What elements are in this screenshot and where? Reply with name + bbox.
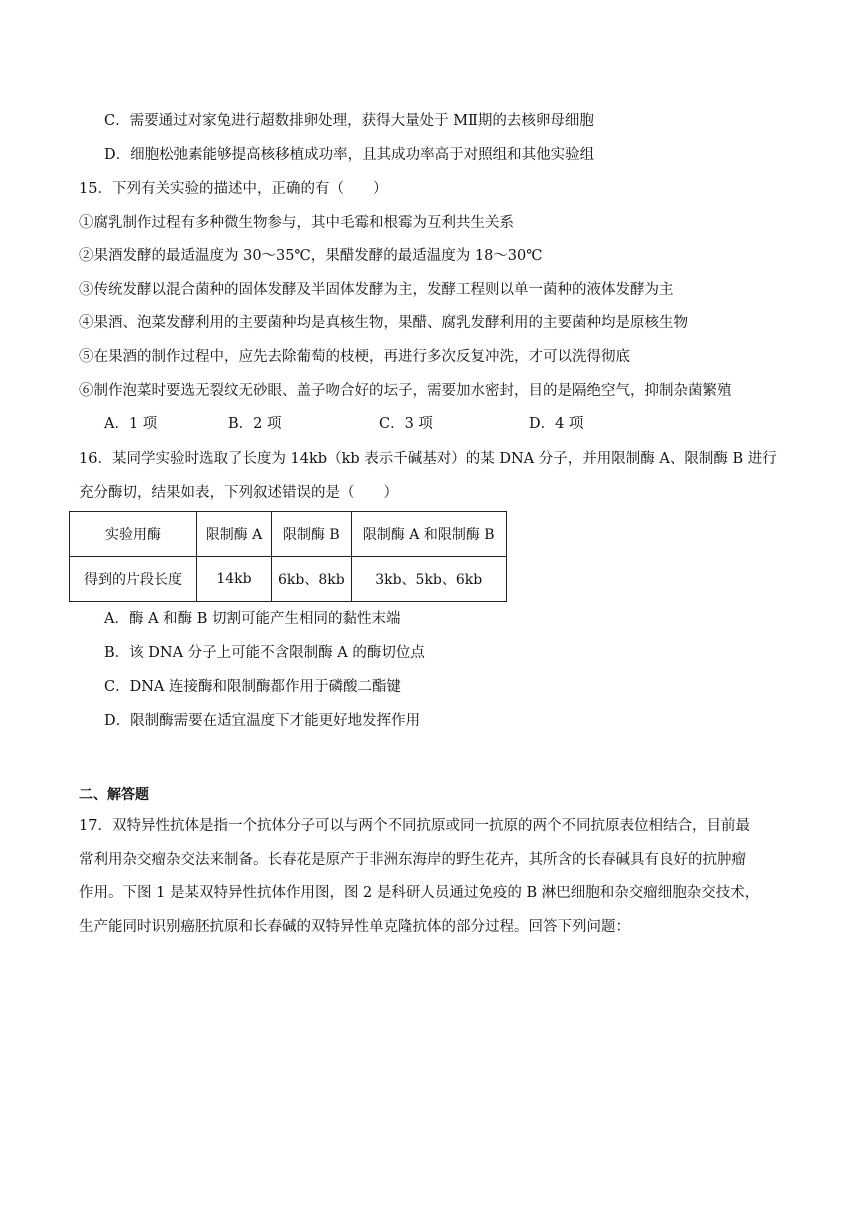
q16-option-a: A．酶 A 和酶 B 切割可能产生相同的黏性末端 (104, 611, 401, 627)
q17-line-4: 生产能同时识别癌胚抗原和长春碱的双特异性单克隆抗体的部分过程。回答下列问题： (79, 919, 630, 935)
q16-option-b: B．该 DNA 分子上可能不含限制酶 A 的酶切位点 (104, 645, 425, 661)
section-title: 二、解答题 (79, 787, 149, 803)
q15-choice-b: B．2 项 (228, 416, 282, 432)
table-cell: 实验用酶 (70, 512, 197, 557)
table-cell: 14kb (197, 557, 272, 602)
q16-option-c: C．DNA 连接酶和限制酶都作用于磷酸二酯键 (104, 679, 401, 695)
q17-line-2: 常利用杂交瘤杂交法来制备。长春花是原产于非洲东海岸的野生花卉，其所含的长春碱具有良好的抗肿瘤 (79, 852, 746, 868)
q15-statement-2: ②果酒发酵的最适温度为 30～35℃，果醋发酵的最适温度为 18～30℃ (79, 248, 543, 264)
q15-statement-1: ①腐乳制作过程有多种微生物参与，其中毛霉和根霉为互利共生关系 (79, 215, 514, 231)
table-row (70, 512, 507, 557)
table-cell: 限制酶 A 和限制酶 B (351, 512, 506, 557)
table-cell: 6kb、8kb (272, 557, 352, 602)
q15-stem: 15．下列有关实验的描述中，正确的有（ ） (79, 181, 388, 197)
table-cell: 限制酶 B (272, 512, 352, 557)
table-cell: 3kb、5kb、6kb (351, 557, 506, 602)
q15-statement-4: ④果酒、泡菜发酵利用的主要菌种均是真核生物，果醋、腐乳发酵利用的主要菌种均是原核生物 (79, 315, 688, 331)
table-cell: 限制酶 A (197, 512, 272, 557)
q15-statement-6: ⑥制作泡菜时要选无裂纹无砂眼、盖子吻合好的坛子，需要加水密封，目的是隔绝空气，抑制杂菌繁殖 (79, 383, 732, 399)
table-row (70, 557, 507, 602)
q15-choice-c: C．3 项 (379, 416, 433, 432)
q15-statement-3: ③传统发酵以混合菌种的固体发酵及半固体发酵为主，发酵工程则以单一菌种的液体发酵为主 (79, 282, 674, 298)
q17-line-3: 作用。下图 1 是某双特异性抗体作用图，图 2 是科研人员通过免疫的 B 淋巴细胞和杂交瘤细胞杂交技术， (79, 885, 760, 901)
q16-option-d: D．限制酶需要在适宜温度下才能更好地发挥作用 (104, 713, 421, 729)
q17-line-1: 17．双特异性抗体是指一个抗体分子可以与两个不同抗原或同一抗原的两个不同抗原表位相结合，目前最 (79, 818, 750, 834)
q16-stem-line-2: 充分酶切，结果如表，下列叙述错误的是（ ） (79, 485, 398, 501)
q16-stem-line-1: 16．某同学实验时选取了长度为 14kb（kb 表示千碱基对）的某 DNA 分子，并用限制酶 A、限制酶 B 进行 (79, 451, 777, 467)
q14-option-d: D．细胞松弛素能够提高核移植成功率，且其成功率高于对照组和其他实验组 (104, 147, 595, 163)
q14-option-c: C．需要通过对家兔进行超数排卵处理，获得大量处于 MⅡ期的去核卵母细胞 (104, 113, 594, 129)
q15-choice-d: D．4 项 (529, 416, 584, 432)
table-cell: 得到的片段长度 (70, 557, 197, 602)
q16-enzyme-table (69, 511, 507, 602)
q15-statement-5: ⑤在果酒的制作过程中，应先去除葡萄的枝梗，再进行多次反复冲洗，才可以洗得彻底 (79, 349, 630, 365)
q15-choice-a: A．1 项 (104, 416, 158, 432)
